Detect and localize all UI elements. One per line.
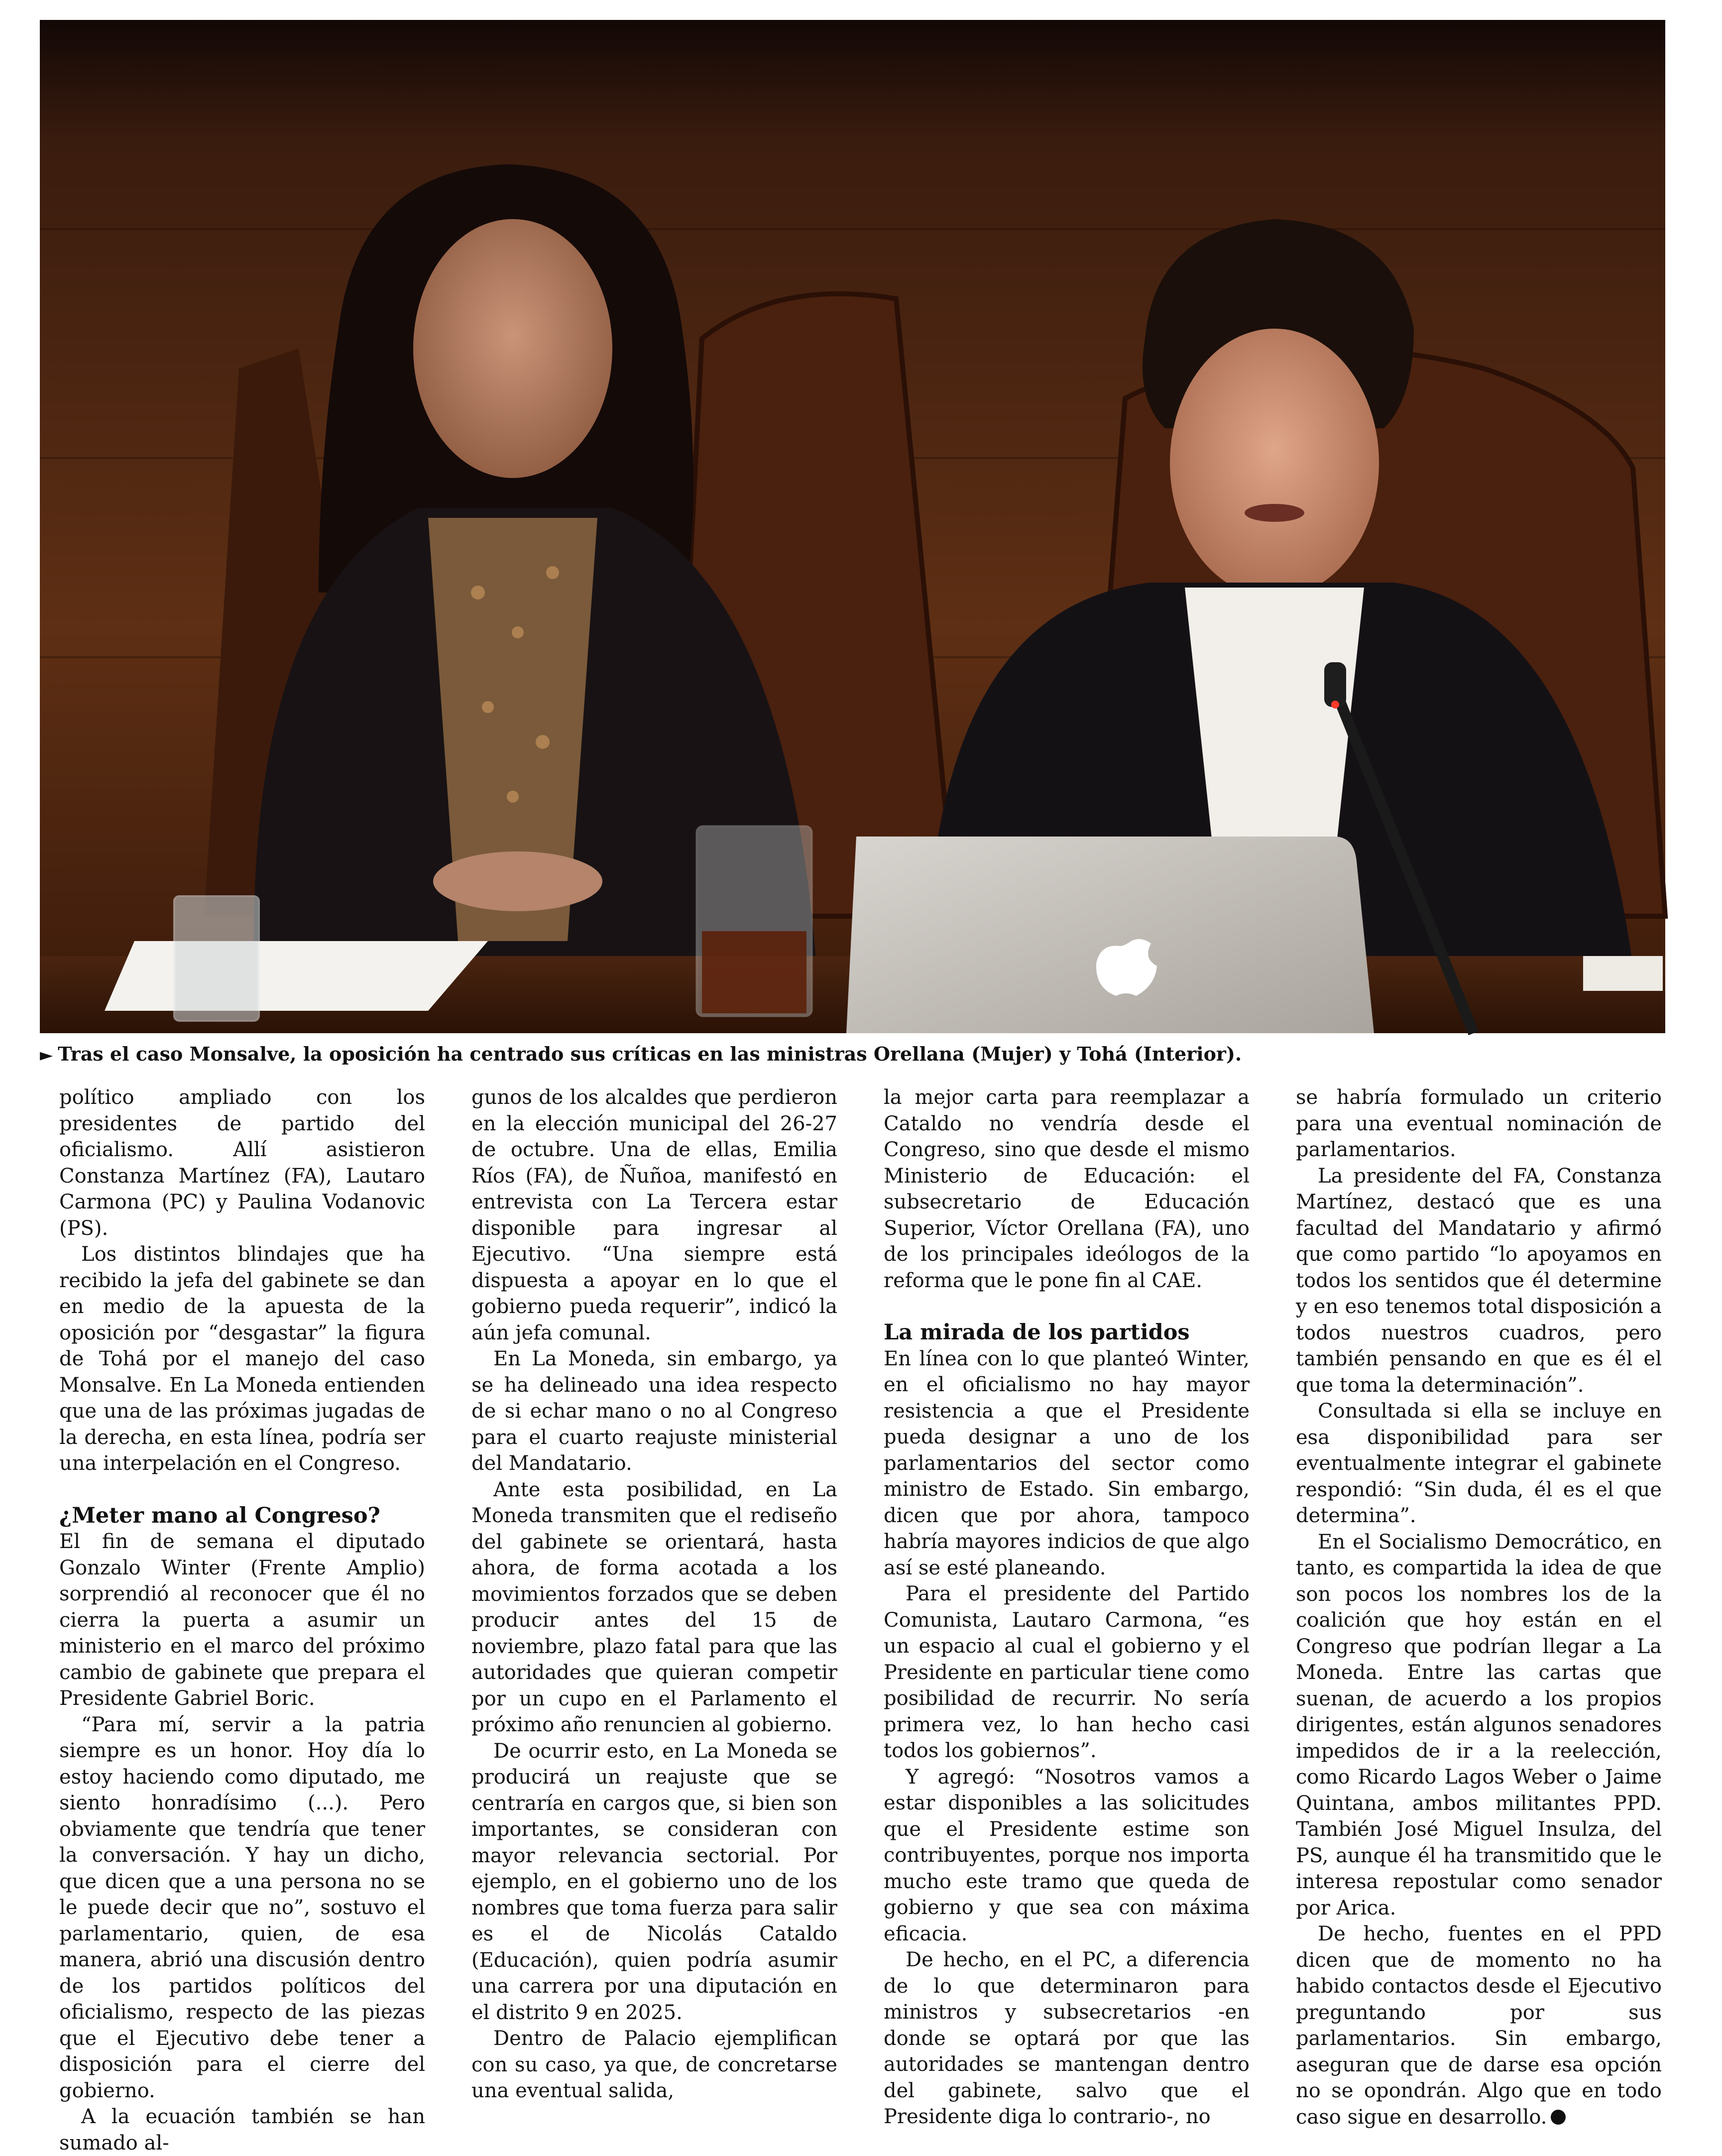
paragraph: Consultada si ella se incluye en esa disponibilidad para ser eventualmente integrar el gabinete respondió: “Sin duda, él es el que determina”. <box>1296 1400 1662 1527</box>
paragraph: Para el presidente del Partido Comunista, Lautaro Carmona, “es un espacio al cual el gobierno y el Presidente en particular tiene como posibilidad de recurrir. No sería primera vez, lo han hecho casi todos los gobiernos”. <box>884 1582 1250 1762</box>
paragraph: En línea con lo que planteó Winter, en el oficialismo no hay mayor resistencia a que el Presidente pueda designar a uno de los parlamentarios del sector como ministro de Estado. Sin embargo, dicen que por ahora, tampoco habría mayores indicios de que algo así se esté planeando. <box>884 1347 1250 1579</box>
end-of-article-icon <box>1551 2110 1566 2125</box>
paragraph: político ampliado con los presidentes de partido del oficialismo. Allí asistieron Constanza Martínez (FA), Lautaro Carmona (PC) y Paulina Vodanovic (PS). <box>59 1086 425 1240</box>
caption-marker: ► <box>40 1045 53 1065</box>
article-photo <box>40 20 1665 1033</box>
paragraph: A la ecuación también se han sumado al- <box>59 2105 425 2155</box>
paragraph: la mejor carta para reemplazar a Cataldo no vendría desde el Congreso, sino que desde el mismo Ministerio de Educación: el subsecretario de Educación Superior, Víctor Orellana (FA), uno de los principales ideólogos de la reforma que le pone fin al CAE. <box>884 1086 1250 1292</box>
article-column-3 <box>884 1084 1250 2128</box>
paragraph: “Para mí, servir a la patria siempre es un honor. Hoy día lo estoy haciendo como diputado, me siento honradísimo (...). Pero obviamente que tendría que tener la conversación. Y hay un dicho, que dicen que a una persona no se le puede decir que no”, sostuvo el parlamentario, quien, de esa manera, abrió una discusión dentro de los partidos políticos del oficialismo, respecto de las piezas que el Ejecutivo debe tener a disposición para el cierre del gobierno. <box>59 1713 425 2102</box>
paragraph: Dentro de Palacio ejemplifican con su caso, ya que, de concretarse una eventual salida, <box>471 2027 837 2102</box>
paragraph: Y agregó: “Nosotros vamos a estar disponibles a las solicitudes que el Presidente estime son contribuyentes, porque nos importa mucho este tramo que queda de gobierno y que sea con máxima eficacia. <box>884 1765 1250 1945</box>
paragraph: se habría formulado un criterio para una eventual nominación de parlamentarios. <box>1296 1086 1662 1161</box>
paragraph: De hecho, en el PC, a diferencia de lo que determinaron para ministros y subsecretarios -en donde se optará por que las autoridades se mantengan dentro del gabinete, salvo que el Presidente diga lo contrario-, no <box>884 1948 1250 2128</box>
paragraph: En el Socialismo Democrático, en tanto, es compartida la idea de que son pocos los nombres los de la coalición que hoy están en el Congreso que podrían llegar a La Moneda. Entre las cartas que suenan, de acuerdo a los propios dirigentes, están algunos senadores impedidos de ir a la reelección, como Ricardo Lagos Weber o Jaime Quintana, ambos militantes PPD. También José Miguel Insulza, del PS, aunque él ha transmitido que le interesa repostular como senador por Arica. <box>1296 1530 1662 1919</box>
article-column-4 <box>1296 1084 1662 2129</box>
paragraph: De ocurrir esto, en La Moneda se producirá un reajuste que se centraría en cargos que, si bien son importantes, se consideran con mayor relevancia sectorial. Por ejemplo, en el gobierno uno de los nombres que toma fuerza para salir es el de Nicolás Cataldo (Educación), quien podría asumir una carrera por una diputación en el distrito 9 en 2025. <box>471 1739 837 2024</box>
paragraph: El fin de semana el diputado Gonzalo Winter (Frente Amplio) sorprendió al reconocer que él no cierra la puerta a asumir un ministerio en el marco del próximo cambio de gabinete que prepara el Presidente Gabriel Boric. <box>59 1530 425 1710</box>
paragraph: gunos de los alcaldes que perdieron en la elección municipal del 26-27 de octubre. Una de ellas, Emilia Ríos (FA), de Ñuñoa, manifestó en entrevista con La Tercera estar disponible para ingresar al Ejecutivo. “Una siempre está dispuesta a apoyar en lo que el gobierno pueda requerir”, indicó la aún jefa comunal. <box>471 1086 837 1344</box>
paragraph: En La Moneda, sin embargo, ya se ha delineado una idea respecto de si echar mano o no al Congreso para el cuarto reajuste ministerial del Mandatario. <box>471 1347 837 1475</box>
photo-illustration <box>40 20 1665 1033</box>
paragraph-text: De hecho, fuentes en el PPD dicen que de momento no ha habido contactos desde el Ejecutivo preguntando por sus parlamentarios. Sin embargo, aseguran que de darse esa opción no se opondrán. Algo que en todo caso sigue en desarrollo. <box>1296 1922 1662 2129</box>
article-column-2 <box>471 1084 837 2102</box>
paragraph: Los distintos blindajes que ha recibido la jefa del gabinete se dan en medio de la apuesta de la oposición por “desgastar” la figura de Tohá por el manejo del caso Monsalve. En La Moneda entienden que una de las próximas jugadas de la derecha, en esta línea, podría ser una interpelación en el Congreso. <box>59 1243 425 1475</box>
paragraph <box>1296 1921 1662 2130</box>
photo-caption <box>40 1039 1665 1069</box>
paragraph: La presidente del FA, Constanza Martínez, destacó que es una facultad del Mandatario y afirmó que como partido “lo apoyamos en todos los sentidos que él determine y en eso tenemos total disposición a todos nuestros cuadros, pero también pensando en que es él el que toma la determinación”. <box>1296 1164 1662 1397</box>
section-heading: ¿Meter mano al Congreso? <box>59 1503 380 1528</box>
article-column-1 <box>59 1084 425 2155</box>
section-heading: La mirada de los partidos <box>884 1320 1190 1345</box>
paragraph: Ante esta posibilidad, en La Moneda transmiten que el rediseño del gabinete se orientará, hasta ahora, de forma acotada a los movimientos forzados que se deben producir antes del 15 de noviembre, plazo fatal para que las autoridades que quieran competir por un cupo en el Parlamento el próximo año renuncien al gobierno. <box>471 1478 837 1736</box>
caption-text: Tras el caso Monsalve, la oposición ha centrado sus críticas en las ministras Orellana (Mujer) y Tohá (Interior). <box>58 1043 1242 1065</box>
